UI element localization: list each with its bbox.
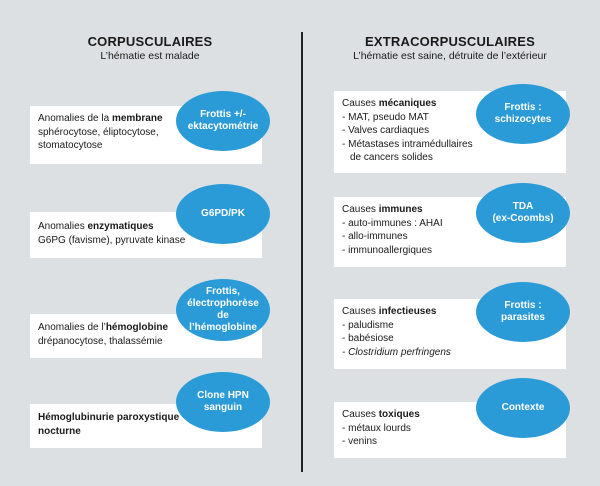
immune-line-3: - immunoallergiques	[342, 244, 433, 256]
hpn-label-bold-2: nocturne	[38, 425, 81, 437]
right-column-title: EXTRACORPUSCULAIRES	[365, 34, 535, 49]
enzymes-label-bold: enzymatiques	[87, 221, 154, 232]
mechanical-test-bubble: Frottis : schizocytes	[476, 84, 570, 144]
infectious-label-pre: Causes	[342, 306, 379, 317]
mechanical-line-4: de cancers solides	[350, 152, 433, 163]
hemoglobin-test-bubble: Frottis, électrophorèse de l’hémoglobine	[176, 279, 270, 341]
hpn-label-bold: Hémoglubinurie paroxystique	[38, 412, 180, 423]
infectious-label-bold: infectieuses	[378, 306, 437, 317]
immune-label-bold: immunes	[378, 204, 423, 215]
membrane-line-1: sphérocytose, éliptocytose,	[38, 126, 159, 138]
toxic-line-1: - métaux lourds	[342, 422, 411, 434]
immune-test-bubble: TDA (ex-Coombs)	[476, 183, 570, 243]
mechanical-label-pre: Causes	[342, 98, 379, 109]
infectious-test-bubble: Frottis : parasites	[476, 282, 570, 342]
mechanical-line-2: - Valves cardiaques	[342, 125, 430, 136]
column-divider	[301, 32, 303, 472]
hemoglobin-label-bold: hémoglobine	[105, 322, 169, 333]
membrane-test-bubble: Frottis +/- ektacytométrie	[176, 91, 270, 151]
membrane-label-bold: membrane	[111, 113, 163, 124]
infectious-line-3: - Clostridium perfringens	[342, 346, 451, 358]
toxic-label-pre: Causes	[342, 409, 379, 420]
mechanical-line-3: - Métastases intramédullaires	[342, 138, 473, 150]
mechanical-line-1: - MAT, pseudo MAT	[342, 111, 429, 123]
infectious-line-1: - paludisme	[342, 319, 394, 331]
left-column-subtitle: L’hématie est malade	[100, 50, 200, 62]
membrane-line-2: stomatocytose	[38, 140, 103, 151]
hemoglobin-line-1: drépanocytose, thalassémie	[38, 335, 163, 347]
immune-line-2: - allo-immunes	[342, 231, 408, 242]
membrane-label-pre: Anomalies de la	[38, 113, 112, 124]
enzymes-line-1: G6PG (favisme), pyruvate kinase	[38, 234, 186, 246]
hpn-test-bubble: Clone HPN sanguin	[176, 372, 270, 432]
immune-label-pre: Causes	[342, 204, 379, 215]
left-column-title: CORPUSCULAIRES	[87, 34, 213, 49]
toxic-line-2: - venins	[342, 436, 378, 447]
hemoglobin-label-pre: Anomalies de l’	[38, 322, 106, 333]
enzymes-test-bubble: G6PD/PK	[176, 184, 270, 244]
infectious-line-2: - babésiose	[342, 333, 394, 344]
mechanical-label-bold: mécaniques	[378, 98, 437, 109]
toxic-test-bubble: Contexte	[476, 378, 570, 438]
immune-line-1: - auto-immunes : AHAI	[342, 217, 443, 229]
enzymes-label-pre: Anomalies	[38, 221, 88, 232]
right-column-subtitle: L’hématie est saine, détruite de l’extérieur	[353, 50, 547, 62]
toxic-label-bold: toxiques	[378, 409, 420, 420]
